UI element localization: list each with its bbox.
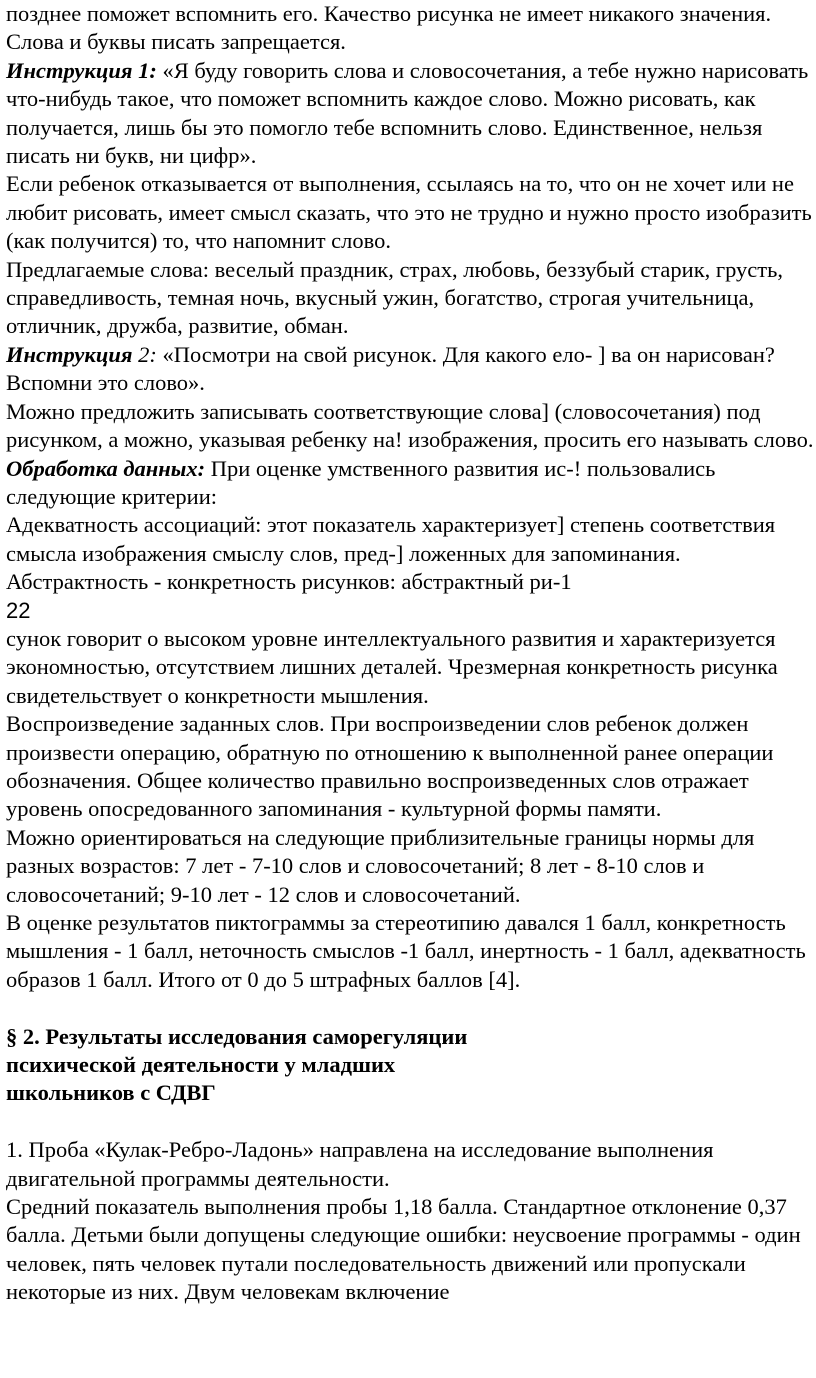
instruction-1-label: Инструкция 1:: [6, 57, 157, 83]
blank-line: [6, 994, 816, 1022]
paragraph-instruction-2: [6, 341, 816, 398]
paragraph-abstract-drawing: сунок говорит о высоком уровне интеллектуального развития и характеризуется экономностью, отсутствием лишних деталей. Чрезмерная конкретность рисунка свидетельствует о конкретности мышления.: [6, 625, 778, 708]
instruction-2-label: Инструкция: [6, 341, 133, 367]
paragraph-scoring: В оценке результатов пиктограммы за стереотипию давался 1 балл, конкретность мышления - 1 балл, неточность смыслов -1 балл, инертность - 1 балл, адекватность образов 1 балл. Итого от 0 до 5 штрафных баллов [4].: [6, 910, 806, 992]
paragraph-intro: позднее поможет вспомнить его. Качество рисунка не имеет никакого значения. Слова и буквы писать запрещается.: [6, 1, 772, 55]
paragraph-fist-edge-palm: 1. Проба «Кулак-Ребро-Ладонь» направлена на исследование выполнения двигательной программы деятельности.: [6, 1137, 714, 1191]
instruction-2-text: «Посмотри на свой рисунок. Для какого ело- ] ва он нарисован? Вспомни это слово».: [6, 341, 775, 396]
paragraph-word-list: Предлагаемые слова: веселый праздник, страх, любовь, беззубый старик, грусть, справедливость, темная ночь, вкусный ужин, богатство, строгая учительница, отличник, дружба, развитие, обман.: [6, 256, 784, 339]
paragraph-recording: Можно предложить записывать соответствующие слова] (словосочетания) под рисунком, а можно, указывая ребенку на! изображения, просить его называть слово.: [6, 398, 814, 453]
processing-label: Обработка данных:: [6, 455, 206, 481]
section-heading-line-1: § 2. Результаты исследования саморегуляции: [6, 1023, 468, 1049]
paragraph-abstractness: Абстрактность - конкретность рисунков: абстрактный ри-1: [6, 569, 572, 595]
blank-line: [6, 1108, 816, 1136]
paragraph-processing: [6, 455, 816, 512]
paragraph-reproduction: Воспроизведение заданных слов. При воспроизведении слов ребенок должен произвести операцию, обратную по отношению к выполненной ранее операции обозначения. Общее количество правильно воспроизведенных слов отражает уровень опосредованного запоминания - культурной формы памяти.: [6, 711, 774, 822]
page-number: 22: [6, 597, 31, 623]
section-heading-line-2: психической деятельности у младших: [6, 1052, 396, 1078]
paragraph-refusal: Если ребенок отказывается от выполнения, ссылаясь на то, что он не хочет или не любит рисовать, имеет смысл сказать, что это не трудно и нужно просто изобразить (как получится) то, что напомнит слово.: [6, 171, 812, 254]
instruction-2-number: 2:: [132, 341, 157, 367]
paragraph-instruction-1: [6, 57, 816, 171]
processing-text: При оценке умственного развития ис-! пользовались следующие критерии:: [6, 455, 716, 509]
paragraph-adequacy: Адекватность ассоциаций: этот показатель характеризует] степень соответствия смысла изображения смыслу слов, пред-] ложенных для запоминания.: [6, 512, 776, 566]
section-heading: [6, 1023, 816, 1108]
instruction-1-text: «Я буду говорить слова и словосочетания, а тебе нужно нарисовать что-нибудь такое, что поможет вспомнить каждое слово. Можно рисовать, как получается, лишь бы это помогло тебе вспомнить слово. Единственное, нельзя писать ни букв, ни цифр».: [6, 57, 809, 169]
paragraph-norms: Можно ориентироваться на следующие приблизительные границы нормы для разных возрастов: 7 лет - 7-10 слов и словосочетаний; 8 лет - 8-10 слов и словосочетаний; 9-10 лет - 12 слов и словосочетаний.: [6, 824, 755, 907]
paragraph-results: Средний показатель выполнения пробы 1,18 балла. Стандартное отклонение 0,37 балла. Детьми были допущены следующие ошибки: неусвоение программы - один человек, пять человек путали последовательность движений или пропускали некоторые из них. Двум человекам включение: [6, 1194, 801, 1305]
section-heading-line-3: школьников с СДВГ: [6, 1080, 216, 1106]
